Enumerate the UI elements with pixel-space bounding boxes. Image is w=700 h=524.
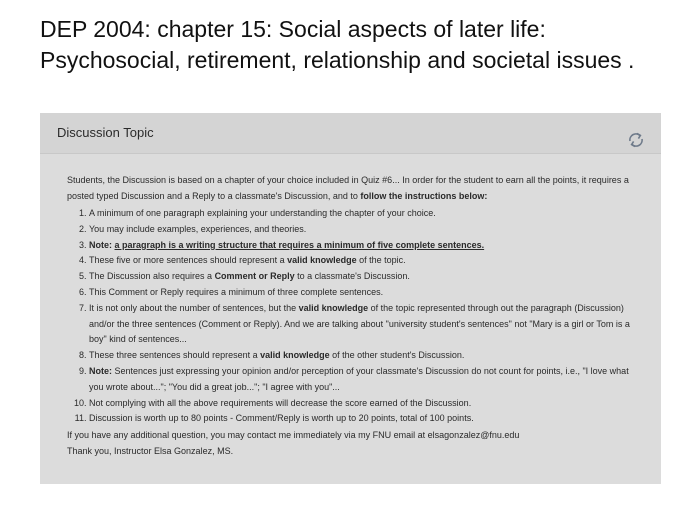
intro-paragraph — [67, 172, 632, 204]
list-item — [89, 222, 632, 238]
contact-text: If you have any additional question, you may contact me immediately via my FNU email at elsagonzalez@fnu.edu — [67, 430, 520, 441]
discussion-topic-panel — [40, 113, 661, 484]
list-item — [89, 364, 632, 396]
item-text: of the topic represented through out the paragraph (Discussion) and/or the three sentences (Comment or Reply). And we are talking about "university student's sentences" not "Mary is a girl or Tom is a boy" kind of sentences... — [89, 302, 630, 345]
panel-header — [40, 113, 661, 154]
item-text: to a classmate's Discussion. — [294, 271, 410, 282]
requirements-list — [67, 206, 632, 427]
list-item — [89, 206, 632, 222]
item-text: These three sentences should represent a — [89, 350, 261, 361]
item-text: Discussion is worth up to 80 points - Comment/Reply is worth up to 20 points, total of 100 points. — [89, 413, 474, 424]
list-item — [89, 396, 632, 412]
list-item — [89, 411, 632, 427]
intro-text: Students, the Discussion is based on a chapter of your choice included in Quiz #6... In order for the student to earn all the points, it requires a posted typed Discussion and a Reply to a classmate's Discussion, and to — [67, 175, 629, 201]
item-text: You may include examples, experiences, and theories. — [89, 223, 307, 234]
item-text: Sentences just expressing your opinion and/or perception of your classmate's Discussion do not count for points, i.e., "I love what you wrote about..."; "You did a great job..."; "I agree with you"... — [89, 365, 629, 392]
item-text: Not complying with all the above requirements will decrease the score earned of the Discussion. — [89, 397, 472, 408]
item-text: of the other student's Discussion. — [329, 350, 465, 361]
note-label: Note: — [89, 239, 112, 250]
item-text: of the topic. — [356, 255, 406, 266]
item-bold: valid knowledge — [260, 350, 330, 361]
item-bold: Comment or Reply — [214, 271, 295, 282]
note-label: Note: — [89, 365, 112, 376]
item-bold: valid knowledge — [287, 255, 357, 266]
list-item — [89, 348, 632, 364]
list-item — [89, 301, 632, 348]
item-text: It is not only about the number of sentences, but the — [89, 302, 299, 313]
intro-bold: follow the instructions below: — [360, 191, 488, 201]
item-text: The Discussion also requires a — [89, 271, 215, 282]
refresh-icon[interactable] — [627, 131, 645, 149]
item-text: This Comment or Reply requires a minimum of three complete sentences. — [89, 286, 384, 297]
question-title: DEP 2004: chapter 15: Social aspects of later life: Psychosocial, retirement, relationship and societal issues . — [40, 16, 635, 73]
item-underlined: a paragraph is a writing structure that requires a minimum of five complete sentences. — [114, 239, 485, 250]
signature: Thank you, Instructor Elsa Gonzalez, MS. — [67, 446, 234, 457]
item-bold: valid knowledge — [298, 302, 369, 313]
discussion-topic-title: Discussion Topic — [57, 125, 154, 140]
list-item — [89, 285, 632, 301]
item-text: These five or more sentences should represent a — [89, 255, 288, 266]
item-text: A minimum of one paragraph explaining your understanding the chapter of your choice. — [89, 208, 436, 218]
list-item — [89, 253, 632, 269]
discussion-instructions — [67, 172, 632, 459]
list-item — [89, 238, 632, 254]
list-item — [89, 269, 632, 285]
